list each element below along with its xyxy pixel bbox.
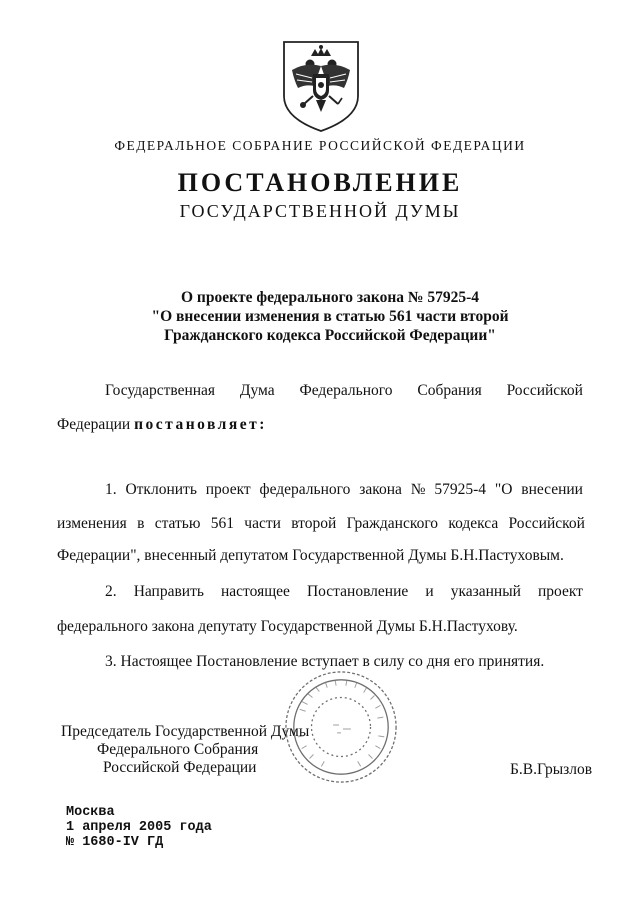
preamble-word: Собрания [417,382,482,399]
word: федерального [259,481,351,498]
word: закона [359,481,402,498]
word: изменения [57,515,127,532]
word: Гражданского [346,515,439,532]
word: внесении [521,481,583,498]
word: 2. [105,583,117,600]
signatory-name: Б.В.Грызлов [510,761,593,778]
preamble-word: Федерального [299,382,393,399]
word: второй [291,515,337,532]
subject-line-3: Гражданского кодекса Российской Федерации" [164,327,496,344]
coat-of-arms-emblem [276,38,366,133]
item-3: 3. Настоящее Постановление вступает в силу со дня его принятия. [105,653,545,670]
word: 561 [210,515,234,532]
preamble-line-1 [105,382,583,400]
item-1-line-1 [105,481,583,499]
word: и [425,583,434,600]
preamble-line-2 [57,416,267,434]
word: проект [205,481,251,498]
subject-line-2: "О внесении изменения в статью 561 части второй [151,308,509,325]
signature-title-line-2: Федерального Собрания [97,741,259,758]
issuing-body: ГОСУДАРСТВЕННОЙ ДУМЫ [179,201,461,221]
issue-city: Москва [66,805,115,820]
word: проект [537,583,583,600]
word: Направить [133,583,204,600]
decree-word: постановляет: [134,416,267,433]
preamble-word: Дума [239,382,275,399]
word: № [410,481,426,498]
word: 1. [105,481,117,498]
subject-line-1: О проекте федерального закона № 57925-4 [180,289,479,306]
signature-title-line-3: Российской Федерации [103,759,257,776]
signature-title-line-1: Председатель Государственной Думы [61,723,310,740]
preamble-line-2-start: Федерации [57,416,131,433]
preamble-word: Российской [506,382,583,399]
document-number: № 1680-IV ГД [66,835,164,850]
document-type: ПОСТАНОВЛЕНИЕ [177,168,463,197]
word: части [244,515,281,532]
item-2-line-1 [105,583,583,601]
item-1-line-2 [57,515,585,533]
organization-name: ФЕДЕРАЛЬНОЕ СОБРАНИЕ РОССИЙСКОЙ ФЕДЕРАЦИИ [114,138,526,153]
word: 57925-4 [434,481,487,498]
preamble-word: Государственная [105,382,216,399]
word: статью [154,515,201,532]
word: Российской [508,515,585,532]
word: Постановление [306,583,409,600]
word: "О [494,481,513,498]
item-1-line-3: Федерации", внесенный депутатом Государственной Думы Б.Н.Пастуховым. [57,547,564,564]
item-2-line-2: федерального закона депутату Государственной Думы Б.Н.Пастухову. [57,618,518,635]
word: указанный [450,583,521,600]
word: в [137,515,145,532]
word: Отклонить [125,481,197,498]
word: кодекса [448,515,499,532]
issue-date: 1 апреля 2005 года [66,820,212,835]
word: настоящее [221,583,290,600]
